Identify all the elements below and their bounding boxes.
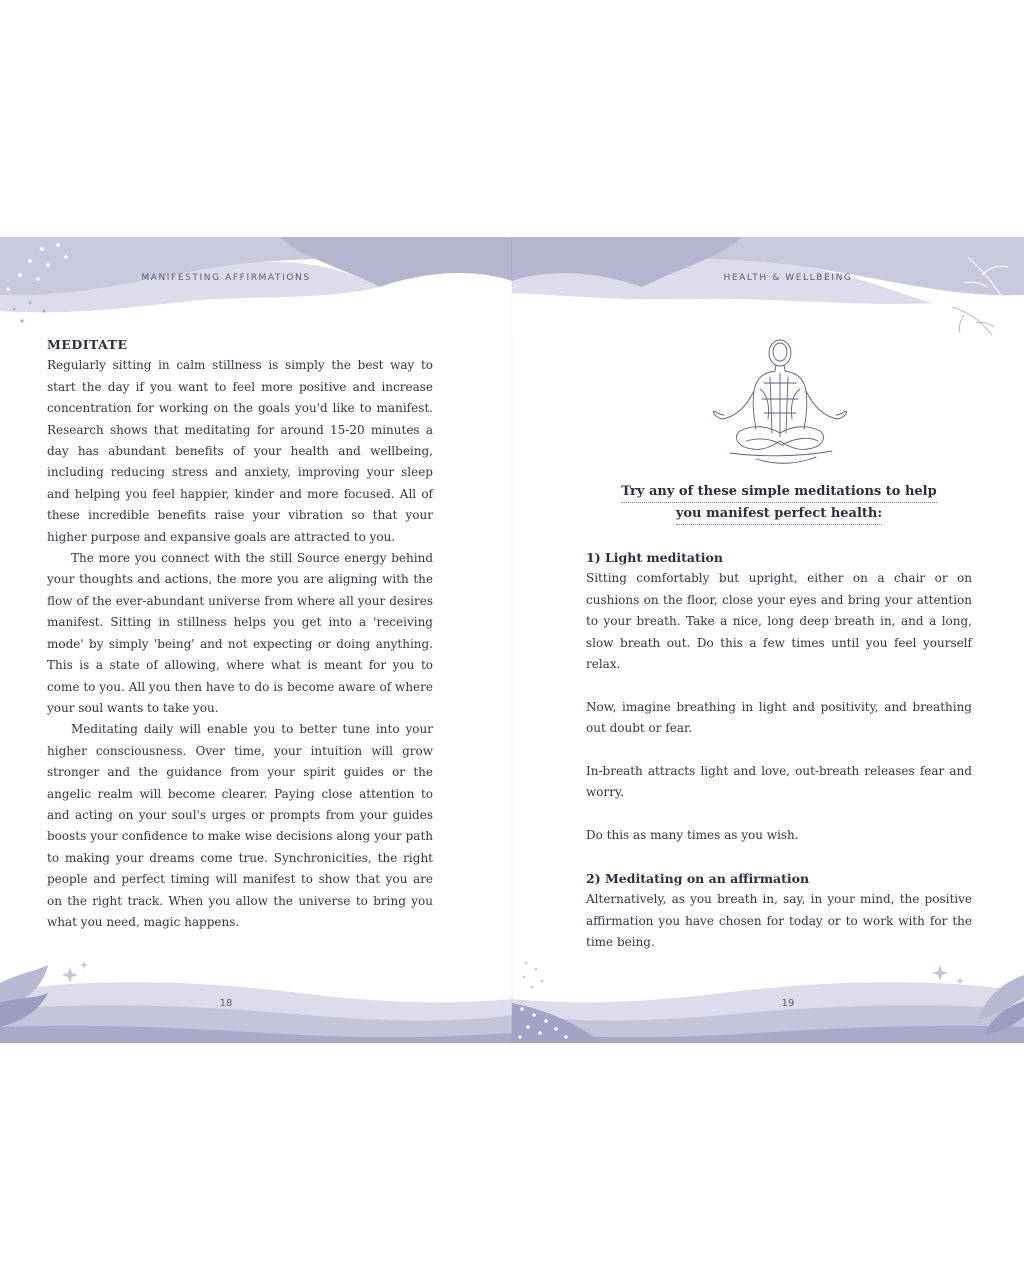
- left-page: [0, 237, 512, 1043]
- meditating-figure-illustration: [700, 333, 860, 473]
- light-meditation-step-3: In-breath attracts light and love, out-breath releases fear and worry.: [586, 764, 972, 800]
- section-heading-meditate: MEDITATE: [47, 337, 128, 352]
- affirmation-meditation-text: Alternatively, as you breath in, say, in your mind, the positive affirmation you have chosen for today or to work with for the time being.: [586, 892, 972, 950]
- callout-line-1: Try any of these simple meditations to help: [621, 481, 936, 503]
- bottom-wave-decoration-left: [0, 943, 512, 1043]
- subheading-affirmation-meditation: 2) Meditating on an affirmation: [586, 871, 810, 887]
- light-meditation-step-2: Now, imagine breathing in light and positivity, and breathing out doubt or fear.: [586, 699, 972, 736]
- right-page: [512, 237, 1024, 1043]
- meditations-callout: [586, 481, 972, 525]
- page-number-right: 19: [781, 998, 795, 1009]
- running-head-right: HEALTH & WELLBEING: [723, 273, 853, 283]
- running-head-left: MANIFESTING AFFIRMATIONS: [141, 273, 311, 283]
- paragraph-3: Meditating daily will enable you to better tune into your higher consciousness. Over time, your intuition will grow stronger and the guidance from your spirit guides or the angelic realm will become clearer. Paying close attention to and acting on your soul's urges or prompts from your guides boosts your confidence to make wise decisions along your path to making your dreams come true. Synchronicities, the right people and perfect timing will manifest to show that you are on the right track. When you allow the universe to bring you what you need, magic happens.: [47, 722, 433, 929]
- left-text-column: [47, 334, 433, 933]
- top-wave-decoration: [0, 237, 512, 337]
- light-meditation-step-1: Sitting comfortably but upright, either on a chair or on cushions on the floor, close your eyes and bring your attention to your breath. Take a nice, long deep breath in, and a long, slow breath out. Do this a few times until you feel yourself relax.: [586, 571, 972, 672]
- paragraph-1: Regularly sitting in calm stillness is simply the best way to start the day if you want to feel more positive and increase concentration for working on the goals you'd like to manifest. Research shows that meditating for around 15-20 minutes a day has abundant benefits of your health and wellbeing, including reducing stress and anxiety, improving your sleep and helping you feel happier, kinder and more focused. All of these incredible benefits raise your vibration so that your higher purpose and expansive goals are attracted to you.: [47, 358, 433, 544]
- page-number-left: 18: [219, 998, 233, 1009]
- right-text-column: [586, 547, 972, 954]
- book-spread: [0, 237, 1024, 1043]
- bottom-wave-decoration-right: [512, 943, 1024, 1043]
- callout-line-2: you manifest perfect health:: [676, 503, 882, 525]
- top-wave-decoration-right: [512, 237, 1024, 337]
- light-meditation-step-4: Do this as many times as you wish.: [586, 828, 799, 843]
- subheading-light-meditation: 1) Light meditation: [586, 550, 723, 565]
- paragraph-2: The more you connect with the still Source energy behind your thoughts and actions, the more you are aligning with the flow of the ever-abundant universe from where all your desires manifest. Sitting in stillness helps you get into a 'receiving mode' by simply 'being' and not expecting or doing anything. This is a state of allowing, where what is meant for you to come to you. All you then have to do is become aware of where your soul wants to take you.: [47, 551, 433, 715]
